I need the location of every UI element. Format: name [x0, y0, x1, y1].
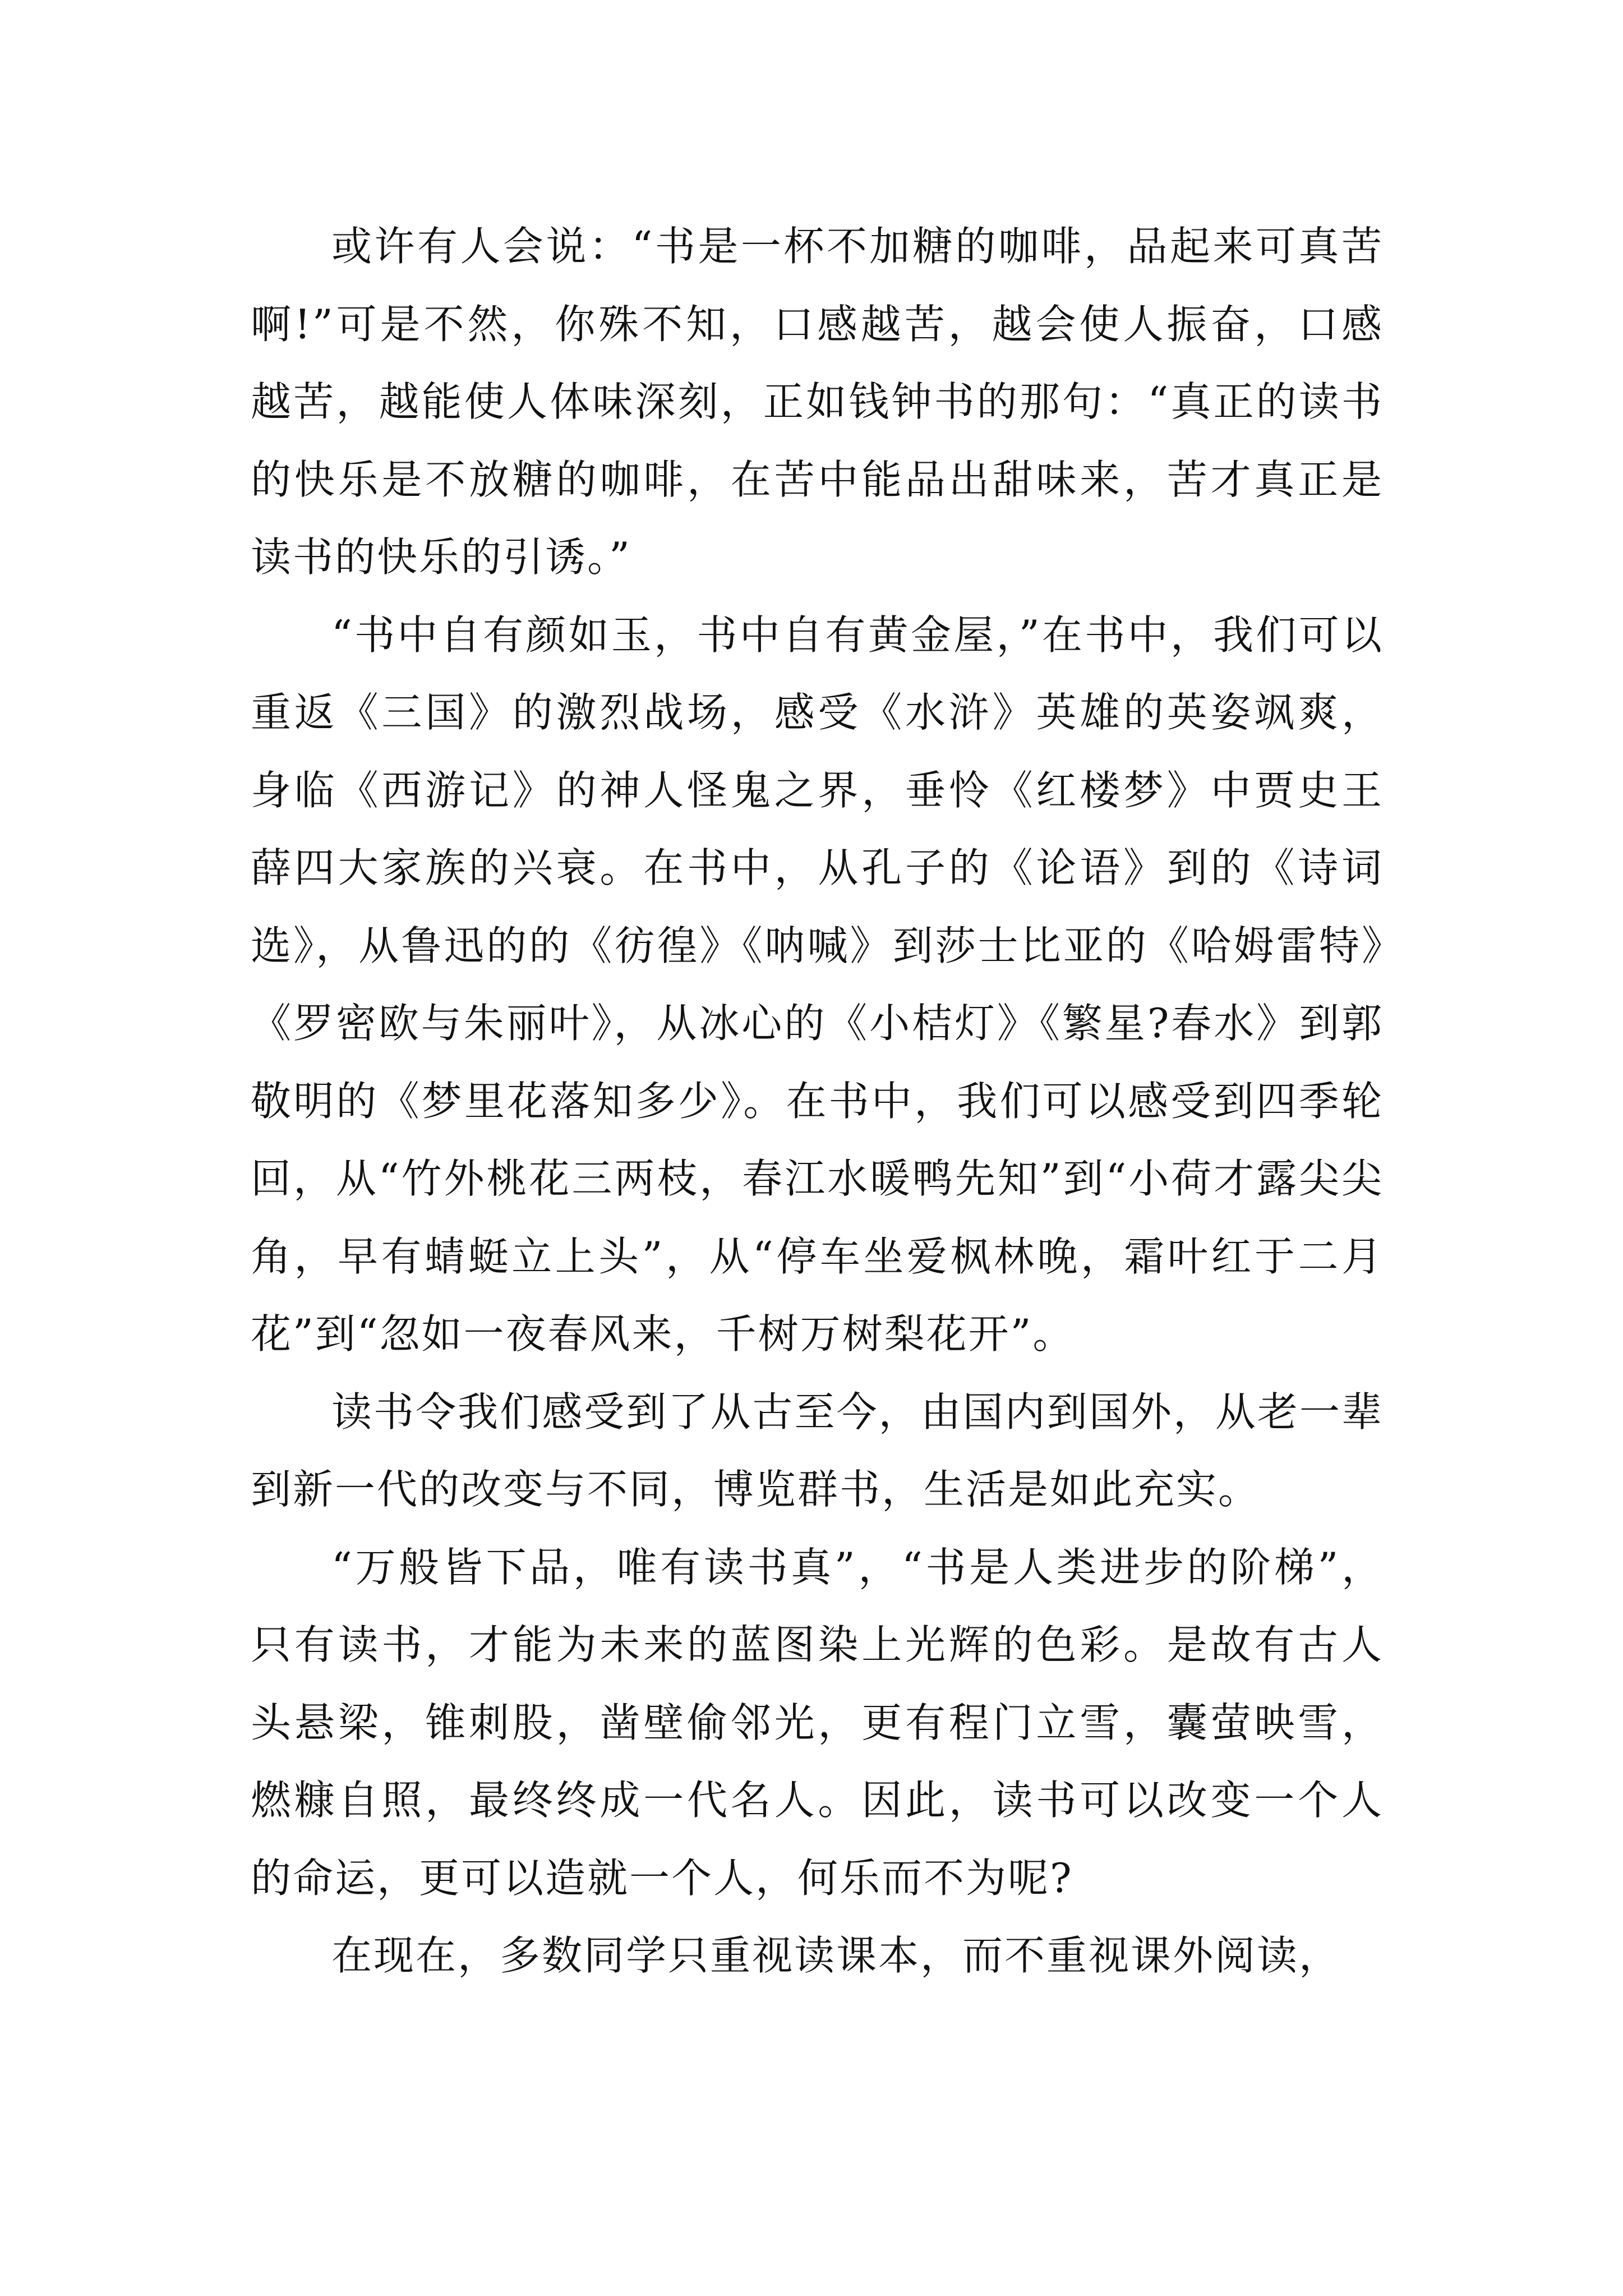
paragraph-2: “书中自有颜如玉，书中自有黄金屋，”在书中，我们可以重返《三国》的激烈战场，感受《水浒》英雄的英姿飒爽，身临《西游记》的神人怪鬼之界，垂怜《红楼梦》中贾史王薛四大家族的兴衰。在书中，从孔子的《论语》到的《诗词选》，从鲁迅的的《彷徨》《呐喊》到莎士比亚的《哈姆雷特》《罗密欧与朱丽叶》，从冰心的《小桔灯》《繁星?春水》到郭敬明的《梦里花落知多少》。在书中，我们可以感受到四季轮回，从“竹外桃花三两枝，春江水暖鸭先知”到“小荷才露尖尖角，早有蜻蜓立上头”，从“停车坐爱枫林晚，霜叶红于二月花”到“忽如一夜春风来，千树万树梨花开”。 — [251, 611, 1384, 1358]
paragraph-4: “万般皆下品，唯有读书真”，“书是人类进步的阶梯”，只有读书，才能为未来的蓝图染上光辉的色彩。是故有古人头悬梁，锥刺股，凿壁偷邻光，更有程门立雪，囊萤映雪，燃糠自照，最终终成一代名人。因此，读书可以改变一个人的命运，更可以造就一个人，何乐而不为呢? — [251, 1543, 1384, 1902]
paragraph-5: 在现在，多数同学只重视读课本，而不重视课外阅读， — [331, 1932, 1341, 1979]
body-text — [251, 208, 1384, 1995]
paragraph-3: 读书令我们感受到了从古至今，由国内到国外，从老一辈到新一代的改变与不同，博览群书，生活是如此充实。 — [251, 1388, 1384, 1513]
paragraph-1: 或许有人会说：“书是一杯不加糖的咖啡，品起来可真苦啊!”可是不然，你殊不知，口感越苦，越会使人振奋，口感越苦，越能使人体味深刻，正如钱钟书的那句：“真正的读书的快乐是不放糖的咖啡，在苦中能品出甜味来，苦才真正是读书的快乐的引诱。” — [251, 223, 1384, 581]
